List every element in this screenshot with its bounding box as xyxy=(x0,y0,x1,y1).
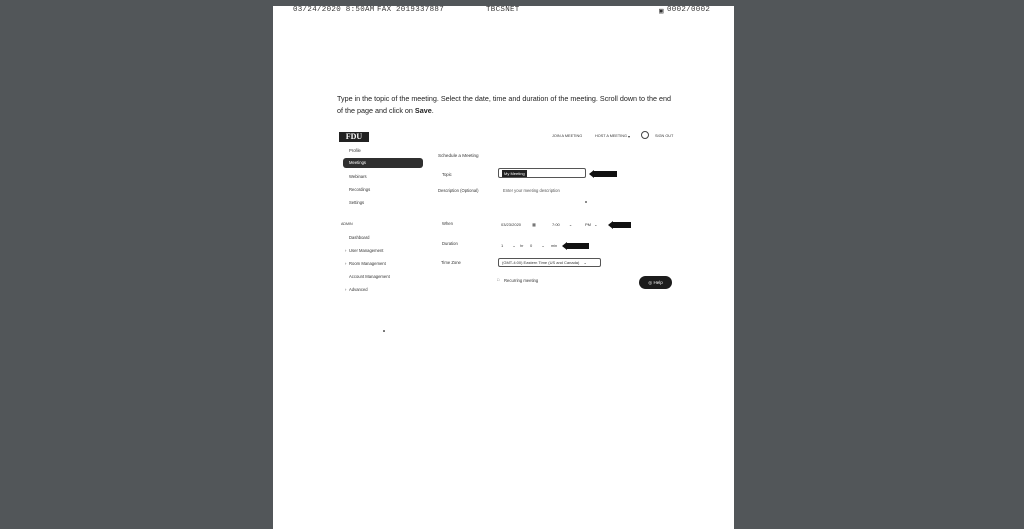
scan-speck xyxy=(383,330,385,332)
arrow-icon xyxy=(593,171,617,177)
help-button xyxy=(639,276,672,289)
hr-label: hr xyxy=(520,244,524,248)
duration-label: Duration xyxy=(442,241,458,246)
arrow-icon xyxy=(566,243,589,249)
min-label: min xyxy=(551,244,558,248)
fax-label: FAX xyxy=(377,6,392,14)
chevron-down-icon: ⌄ xyxy=(594,222,598,227)
help-label: Help xyxy=(653,280,663,285)
sidebar-chevron-icon: › xyxy=(345,261,347,266)
user-icon xyxy=(641,131,649,139)
chevron-down-icon: ⌄ xyxy=(583,260,587,265)
duration-hours-value: 1 xyxy=(501,243,504,248)
sidebar-chevron-icon: › xyxy=(345,287,347,292)
description-label: Description (Optional) xyxy=(438,188,479,193)
fax-page-icon: ▣ xyxy=(659,8,664,16)
sidebar-admin-header: ADMIN xyxy=(341,222,353,226)
form-heading: Schedule a Meeting xyxy=(438,153,479,158)
chevron-down-icon: ⌄ xyxy=(541,243,545,248)
host-meeting-link: HOST A MEETING xyxy=(595,134,627,138)
time-zone-label: Time Zone xyxy=(441,260,461,265)
fax-date-time: 03/24/2020 8:50AM xyxy=(293,6,375,14)
description-placeholder: Enter your meeting description xyxy=(503,188,560,193)
when-label: When xyxy=(442,221,453,226)
sidebar-item-meetings: Meetings xyxy=(343,158,423,168)
help-icon: ◎ xyxy=(648,280,653,285)
instruction-part1: Type in the topic of the meeting. Select the date, time and duration of the meeting. Scroll down to the end of the page and click on xyxy=(337,94,672,115)
time-value: 7:00 xyxy=(552,222,560,227)
sidebar-item-account-management: Account Management xyxy=(349,274,390,279)
sidebar-item-settings: Settings xyxy=(349,200,365,205)
sidebar-item-profile: Profile xyxy=(349,148,361,153)
sign-out-link: SIGN OUT xyxy=(655,134,674,138)
chevron-down-icon: ▾ xyxy=(628,135,630,139)
chevron-down-icon: ⌄ xyxy=(512,243,516,248)
fax-page-count: 0002/0002 xyxy=(667,6,711,14)
duration-minutes-select xyxy=(527,242,549,249)
duration-hours-select xyxy=(498,242,518,249)
instruction-part2: . xyxy=(431,106,434,115)
ampm-select xyxy=(582,220,604,229)
topic-label: Topic xyxy=(442,172,452,177)
sidebar-item-user-management: User Management xyxy=(349,248,384,253)
time-zone-select xyxy=(498,258,601,267)
instruction-save-word: Save xyxy=(414,106,432,115)
resize-handle-icon xyxy=(585,201,587,203)
topic-field xyxy=(498,168,586,178)
calendar-icon: ▦ xyxy=(532,222,536,227)
sidebar-item-webinars: Webinars xyxy=(349,174,367,179)
sidebar-item-advanced: Advanced xyxy=(349,287,368,292)
date-value: 03/23/2020 xyxy=(501,222,522,227)
fax-sender: TBCSNET xyxy=(486,6,520,14)
sidebar-item-dashboard: Dashboard xyxy=(349,235,370,240)
sidebar-chevron-icon: › xyxy=(345,248,347,253)
duration-minutes-value: 0 xyxy=(530,243,533,248)
instruction-text xyxy=(337,93,677,117)
ampm-value: PM xyxy=(585,222,591,227)
time-select xyxy=(549,220,580,229)
recurring-meeting-label: Recurring meeting xyxy=(504,278,539,283)
fax-page xyxy=(273,6,734,529)
date-field xyxy=(498,220,547,229)
join-meeting-link: JOIN A MEETING xyxy=(552,134,583,138)
sidebar-item-room-management: Room Management xyxy=(349,261,386,266)
fdu-logo: FDU xyxy=(339,132,369,142)
fax-number: 2019337887 xyxy=(396,6,445,14)
arrow-icon xyxy=(612,222,631,228)
time-zone-value: (GMT-4:00) Eastern Time (US and Canada) xyxy=(502,260,580,265)
sidebar-item-recordings: Recordings xyxy=(349,187,371,192)
embedded-screenshot xyxy=(337,124,677,294)
topic-value: My Meeting xyxy=(504,170,525,176)
recurring-checkbox-icon: □ xyxy=(497,278,500,282)
chevron-down-icon: ⌄ xyxy=(568,222,573,227)
